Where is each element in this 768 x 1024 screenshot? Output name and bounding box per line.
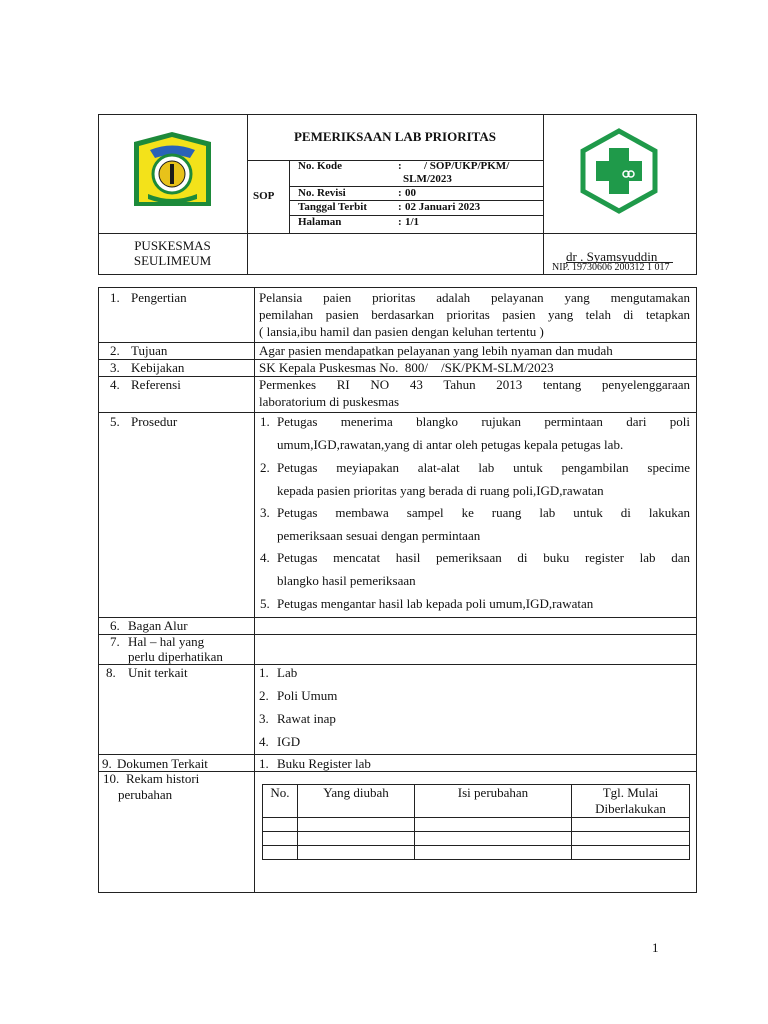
section-label-unit-terkait: Unit terkait [128,665,188,680]
table-row [263,832,690,846]
unit-item-3: Rawat inap [277,711,336,726]
unit-item-1-num: 1. [259,665,269,680]
prosedur-step-4-line2: blangko hasil pemeriksaan [277,573,416,588]
kebijakan-text: SK Kepala Puskesmas No. 800/ /SK/PKM-SLM/2023 [259,360,554,375]
prosedur-step-3-num: 3. [260,505,270,520]
org-name-line1: PUSKESMAS [134,238,211,253]
prosedur-step-4-line1: Petugas mencatat hasil pemeriksaan di buku register lab dan [277,550,690,565]
tujuan-text: Agar pasien mendapatkan pelayanan yang lebih nyaman dan mudah [259,343,613,358]
section-label-pengertian: Pengertian [131,290,187,305]
history-col-isi: Isi perubahan [415,785,572,818]
prosedur-step-5-num: 5. [260,596,270,611]
section-label-referensi: Referensi [131,377,181,392]
unit-item-4: IGD [277,734,301,749]
meta-value-revisi: 00 [405,187,416,199]
prosedur-step-1-line1: Petugas menerima blangko rujukan permintaan dari poli [277,414,690,429]
section-label-bagan-alur: Bagan Alur [128,618,188,633]
sop-label: SOP [253,190,275,202]
prosedur-step-2-line2: kepada pasien prioritas yang berada di ruang poli,IGD,rawatan [277,483,604,498]
meta-label-revisi: No. Revisi [298,187,346,199]
meta-label-kode: No. Kode [298,160,342,172]
section-num-3: 3. [110,360,120,375]
referensi-text-line1: Permenkes RI NO 43 Tahun 2013 tentang penyelenggaraan [259,377,690,392]
dokumen-item-num: 1. [259,756,269,771]
meta-value-halaman: 1/1 [405,216,420,228]
meta-value-tanggal: 02 Januari 2023 [405,201,481,213]
prosedur-step-3-line1: Petugas membawa sampel ke ruang lab untuk di lakukan [277,505,690,520]
section-label-rekam: Rekam histori [126,771,200,786]
section-num-4: 4. [110,377,120,392]
meta-sep-kode: : [398,160,402,172]
unit-item-1: Lab [277,665,298,680]
prosedur-step-1-line2: umum,IGD,rawatan,yang di antar oleh petugas kepala petugas lab. [277,437,624,452]
signer-nip: NIP. 19730606 200312 1 017 [552,262,670,273]
meta-sep-revisi: : [398,187,402,199]
meta-label-tanggal: Tanggal Terbit [298,201,367,213]
section-label-dokumen: Dokumen Terkait [117,756,208,771]
aceh-besar-emblem-icon [130,128,215,214]
prosedur-step-2-num: 2. [260,460,270,475]
section-num-7: 7. [110,634,120,649]
org-name-line2: SEULIMEUM [133,253,212,268]
unit-item-2-num: 2. [259,688,269,703]
section-num-5: 5. [110,414,120,429]
signer-name: dr . Syamsyuddin [566,249,658,264]
section-num-9: 9. [102,756,112,771]
history-col-yang-diubah: Yang diubah [298,785,415,818]
pengertian-text-line1: Pelansia paien prioritas adalah pelayanan yang mengutamakan [259,290,690,305]
prosedur-step-4-num: 4. [260,550,270,565]
prosedur-step-5-line1: Petugas mengantar hasil lab kepada poli umum,IGD,rawatan [277,596,594,611]
section-label-hal-2: perlu diperhatikan [128,649,223,664]
page-title: PEMERIKSAAN LAB PRIORITAS [293,129,496,144]
section-label-prosedur: Prosedur [131,414,178,429]
section-num-8: 8. [106,665,116,680]
section-label-kebijakan: Kebijakan [131,360,185,375]
pengertian-text-line3: ( lansia,ibu hamil dan pasien dengan keluhan tertentu ) [259,324,544,339]
history-col-no: No. [263,785,298,818]
history-table [262,784,690,860]
section-num-2: 2. [110,343,120,358]
prosedur-step-2-line1: Petugas meyiapakan alat-alat lab untuk pengambilan specime [277,460,690,475]
meta-sep-halaman: : [398,216,402,228]
meta-value-kode: / SOP/UKP/PKM/ [424,160,510,172]
meta-label-halaman: Halaman [298,216,342,228]
referensi-text-line2: laboratorium di puskesmas [259,394,400,409]
pengertian-text-line2: pemilahan pasien berdasarkan prioritas pasien yang telah di tetapkan [259,307,690,322]
page-number: 1 [652,940,659,955]
section-num-1: 1. [110,290,120,305]
section-num-6: 6. [110,618,120,633]
prosedur-step-3-line2: pemeriksaan sesuai dengan permintaan [277,528,481,543]
meta-sep-tanggal: : [398,201,402,213]
prosedur-step-1-num: 1. [260,414,270,429]
unit-item-3-num: 3. [259,711,269,726]
table-row [263,818,690,832]
history-col-tgl-line1: Tgl. Mulai [602,785,659,800]
meta-value-kode-2: SLM/2023 [403,173,452,185]
unit-item-4-num: 4. [259,734,269,749]
puskesmas-cross-hexagon-icon [579,128,659,214]
unit-item-2: Poli Umum [277,688,338,703]
table-row [263,846,690,860]
section-num-10: 10. [103,771,120,786]
section-label-hal: Hal – hal yang [128,634,205,649]
section-label-tujuan: Tujuan [131,343,168,358]
history-col-tgl [572,785,690,818]
dokumen-item: Buku Register lab [277,756,371,771]
history-col-tgl-line2: Diberlakukan [595,801,666,816]
section-label-rekam-2: perubahan [118,787,173,802]
